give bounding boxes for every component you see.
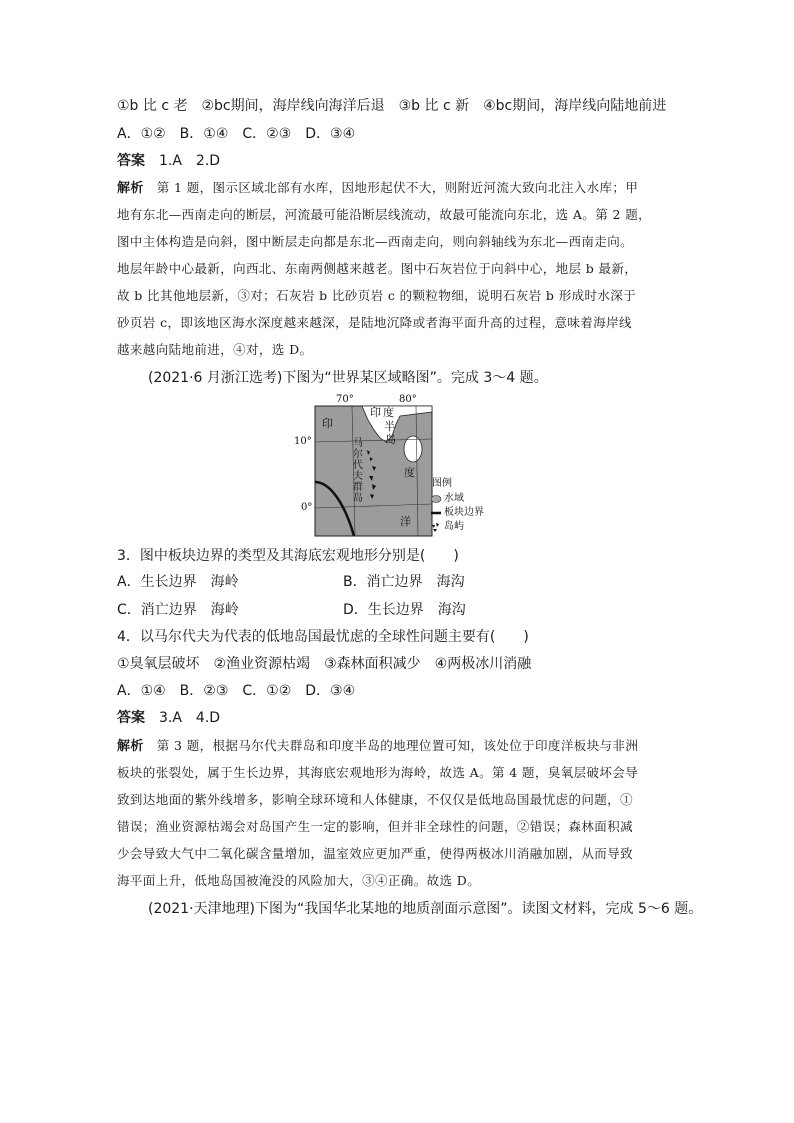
lat-0-label: 0°: [301, 502, 313, 513]
intro-5-6: (2021·天津地理)下图为“我国华北某地的地质剖面示意图”。读图文材料，完成 5～6 题。: [148, 901, 703, 917]
label-maldives: 马 尔 代 夫 群 岛: [353, 438, 363, 504]
legend-title: 图例: [432, 478, 452, 489]
answer-1-2: [117, 151, 220, 171]
label-peninsula-2: 度: [383, 406, 394, 419]
q4-options: A．①④ B．②③ C．①② D．③④: [117, 683, 356, 699]
answer-label: 答案: [117, 710, 145, 726]
legend-water-swatch: [431, 496, 441, 503]
analysis-label: 解析: [117, 739, 144, 754]
label-yang: 洋: [400, 515, 411, 528]
answer-3-4: [117, 708, 220, 728]
lat-10-label: 10°: [294, 436, 312, 447]
answer-text: 1.A 2.D: [159, 153, 221, 169]
analysis-2-line: 致到达地面的紫外线增多，影响全球环境和人体健康，不仅仅是低地岛国最忧虑的问题，①: [117, 792, 634, 807]
legend-boundary: 板块边界: [444, 507, 484, 518]
analysis-1-line: 地有东北—西南走向的断层，河流最可能沿断层线流动，故最可能流向东北，选 A。第 2 题，: [117, 207, 652, 222]
q4-stem: 4．以马尔代夫为代表的低地岛国最忧虑的全球性问题主要有( ): [117, 629, 529, 645]
label-du: 度: [404, 466, 415, 479]
analysis-1-line: 地层年龄中心最新，向西北、东南两侧越来越老。图中石灰岩位于向斜中心，地层 b 最新，: [117, 261, 638, 276]
lon-80-label: 80°: [399, 394, 417, 405]
lon-70-label: 70°: [336, 394, 354, 405]
label-yin: 印: [322, 417, 333, 430]
analysis-1-line: 解析 第 1 题，图示区域北部有水库，因地形起伏不大，则附近河流大致向北注入水库；甲: [117, 180, 639, 196]
analysis-1-line: 故 b 比其他地层新，③对；石灰岩 b 比砂页岩 c 的颗粒物细，说明石灰岩 b 形成时水深于: [117, 288, 637, 303]
analysis-2-line: 少会导致大气中二氧化碳含量增加，温室效应更加严重，使得两极冰川消融加剧，从而导致: [117, 846, 634, 861]
q4-statements: ①臭氧层破坏 ②渔业资源枯竭 ③森林面积减少 ④两极冰川消融: [117, 656, 532, 672]
label-peninsula-3: 半: [384, 420, 395, 433]
analysis-1-line: 越来越向陆地前进，④对，选 D。: [117, 342, 313, 357]
legend-island: 岛屿: [444, 521, 464, 532]
legend-island-swatch: [432, 523, 439, 532]
legend-water: 水域: [444, 493, 464, 504]
analysis-2-line: 海平面上升，低地岛国被淹没的风险加大，③④正确。故选 D。: [117, 873, 481, 888]
analysis-1-line: 砂页岩 c，即该地区海水深度越来越深，是陆地沉降或者海平面升高的过程，意味着海岸线: [117, 315, 632, 330]
region-map: [294, 394, 500, 542]
answer-text: 3.A 4.D: [159, 710, 221, 726]
analysis-2-line: 板块的张裂处，属于生长边界，其海底宏观地形为海岭，故选 A。第 4 题，臭氧层破坏会导: [117, 765, 639, 780]
intro-3-4: (2021·6 月浙江选考)下图为“世界某区域略图”。完成 3～4 题。: [148, 370, 548, 386]
analysis-label: 解析: [117, 181, 144, 196]
analysis-2-line: 错误；渔业资源枯竭会对岛国产生一定的影响，但并非全球性的问题，②错误；森林面积减: [117, 819, 634, 834]
q3-option-a: A．生长边界 海岭: [117, 574, 239, 590]
q3-option-d: D．生长边界 海沟: [343, 602, 466, 618]
analysis-2-line: 解析 第 3 题，根据马尔代夫群岛和印度半岛的地理位置可知，该处位于印度洋板块与非洲: [117, 738, 639, 754]
q3-option-b: B．消亡边界 海沟: [343, 574, 465, 590]
q3-stem: 3．图中板块边界的类型及其海底宏观地形分别是( ): [117, 548, 459, 564]
q3-option-c: C．消亡边界 海岭: [117, 602, 239, 618]
answer-label: 答案: [117, 153, 145, 169]
analysis-1-line: 图中主体构造是向斜，图中断层走向都是东北—西南走向，则向斜轴线为东北—西南走向。: [117, 234, 634, 249]
q2-statements: ①b 比 c 老 ②bc期间，海岸线向海洋后退 ③b 比 c 新 ④bc期间，海岸线向陆地前进: [117, 98, 667, 114]
label-peninsula-1: 印: [370, 406, 381, 419]
label-peninsula-4: 岛: [385, 433, 396, 446]
q2-options: A．①② B．①④ C．②③ D．③④: [117, 126, 356, 142]
